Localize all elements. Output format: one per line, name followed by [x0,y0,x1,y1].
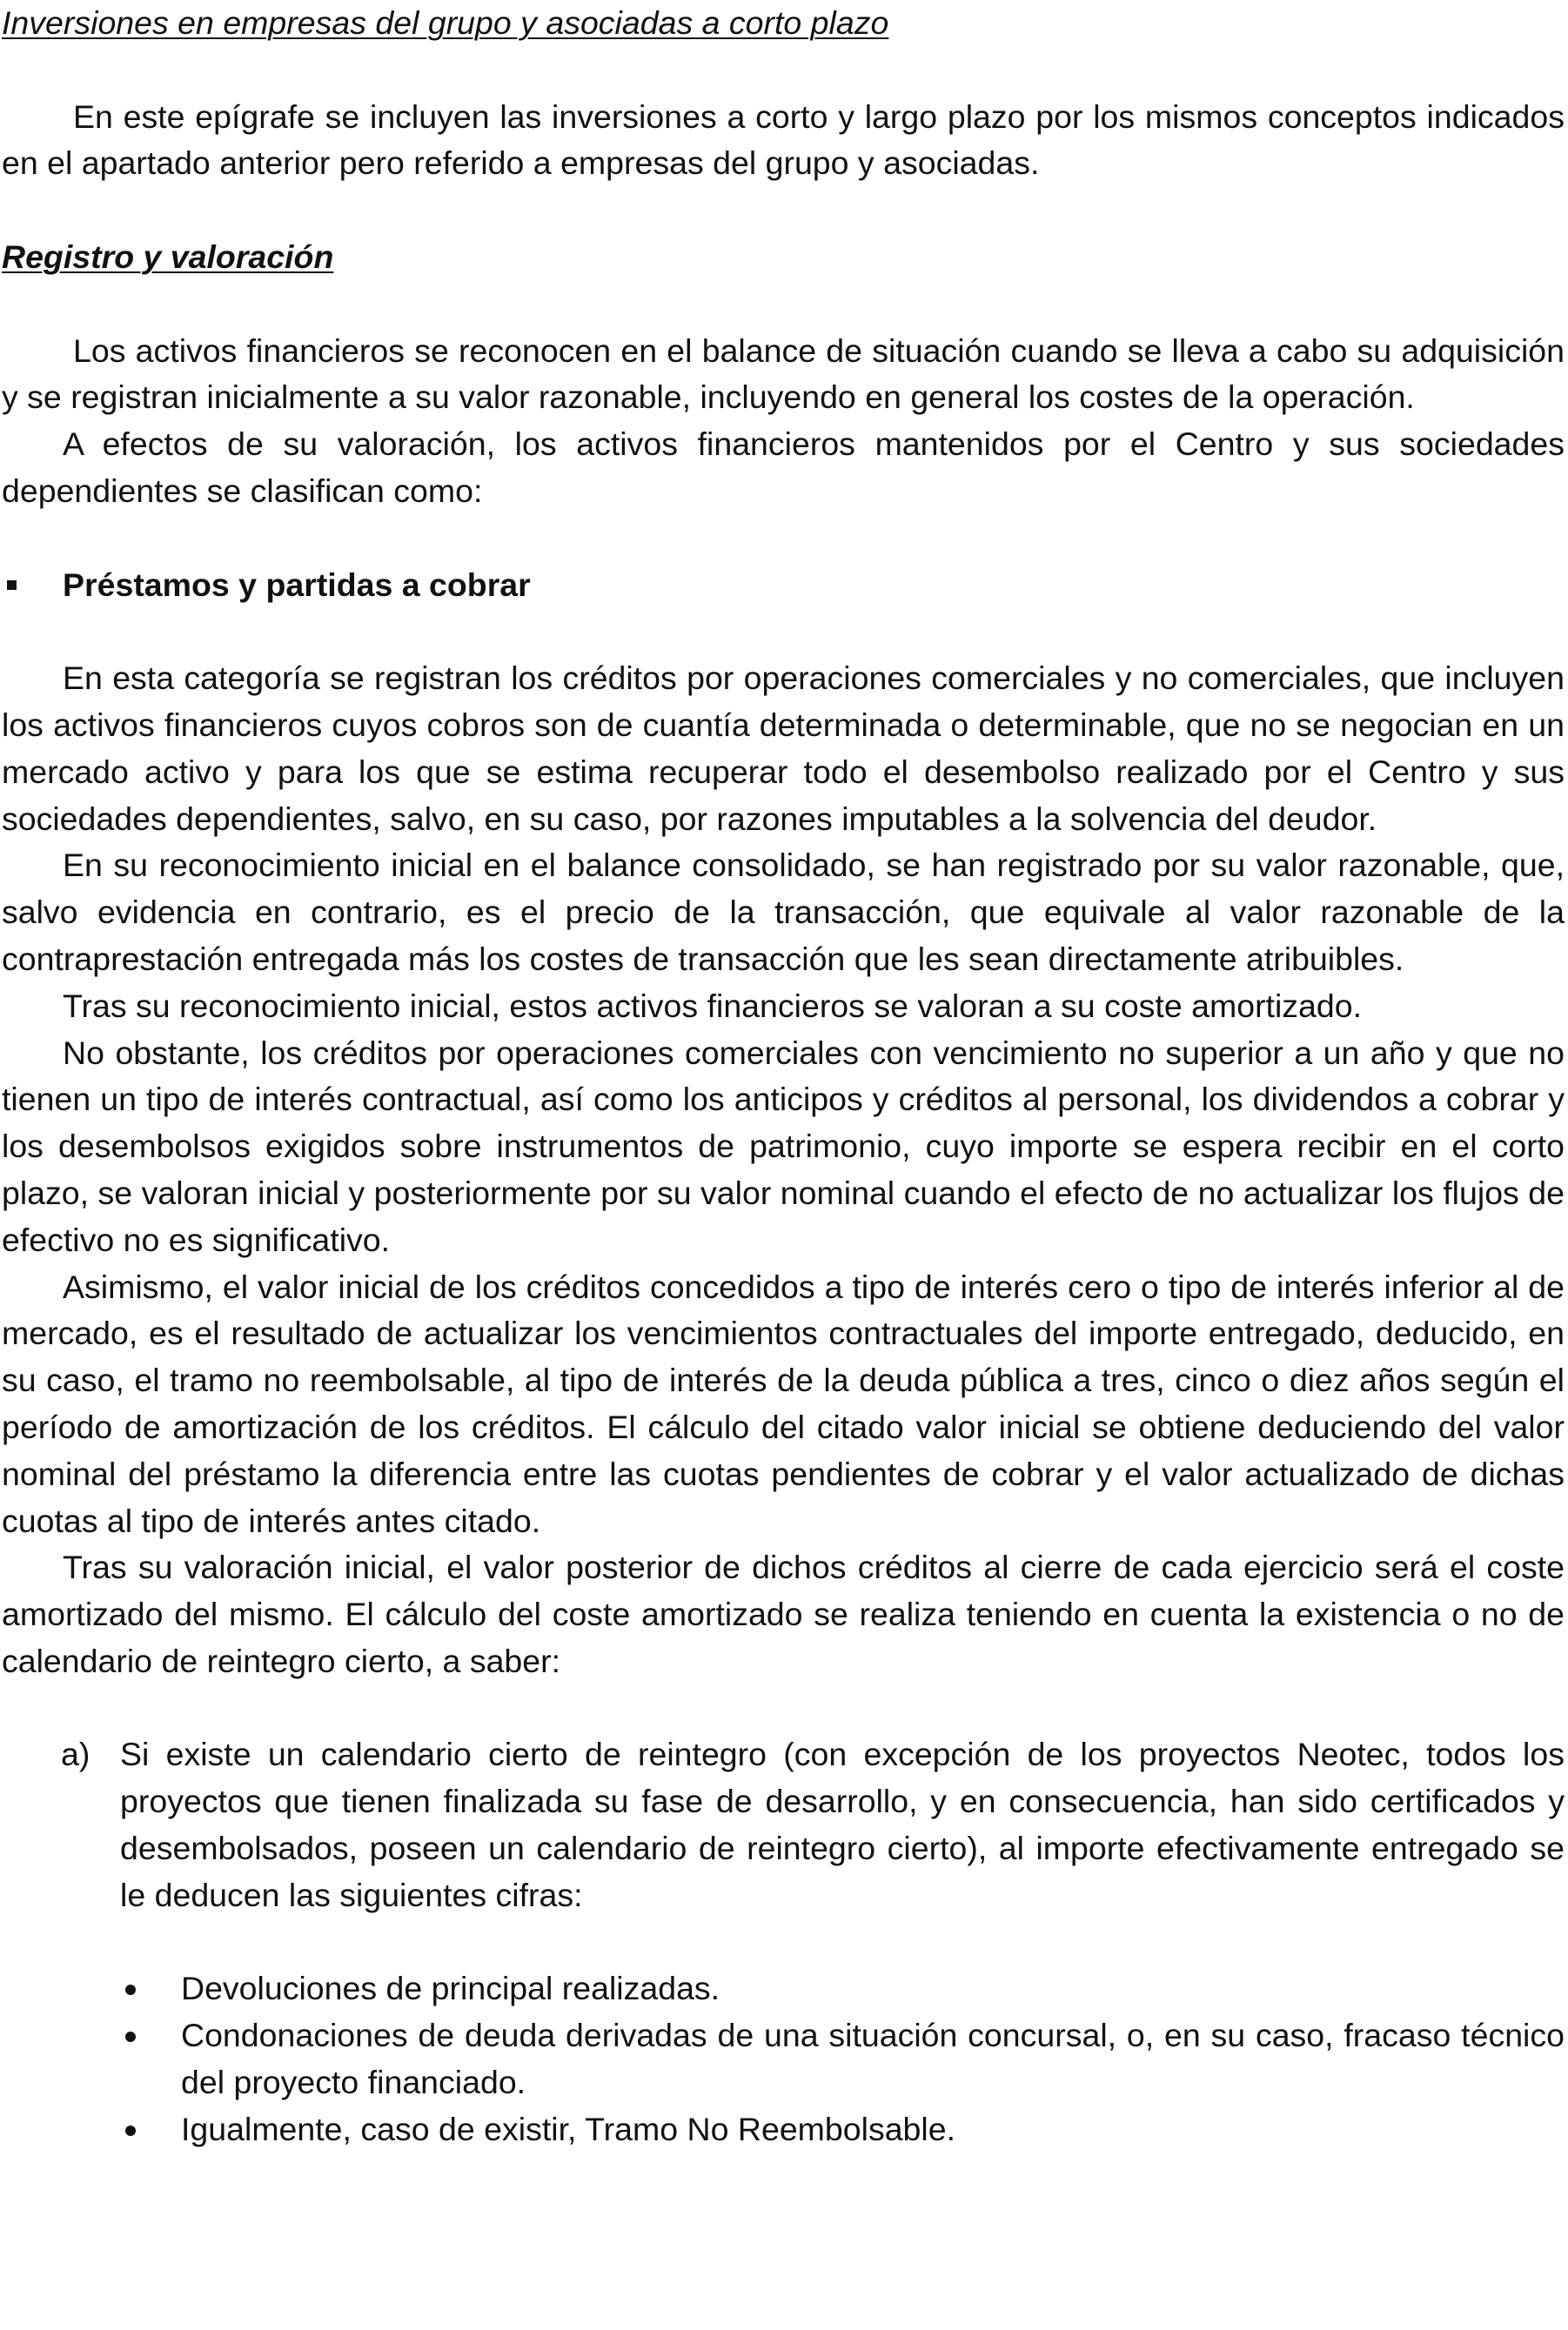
paragraph-no-obstante: No obstante, los créditos por operaciones comerciales con vencimiento no superior a un año y que no tienen un tipo de interés contractual, así como los anticipos y créditos al personal, los dividendos a cobrar y los desembolsos exigidos sobre instrumentos de patrimonio, cuyo importe se espera recibir en el corto plazo, se valoran inicial y posteriormente por su valor nominal cuando el efecto de no actualizar los flujos de efectivo no es significativo. [2,1034,1565,1258]
paragraph-asimismo: Asimismo, el valor inicial de los créditos concedidos a tipo de interés cero o tipo de interés inferior al de mercado, es el resultado de actualizar los vencimientos contractuales del importe entregado, deducido, en su caso, el tramo no reembolsable, al tipo de interés de la deuda pública a tres, cinco o diez años según el período de amortización de los créditos. El cálculo del citado valor inicial se obtiene deduciendo del valor nominal del préstamo la diferencia entre las cuotas pendientes de cobrar y el valor actualizado de dichas cuotas al tipo de interés antes citado. [2,1268,1565,1539]
list-item-text: Condonaciones de deuda derivadas de una situación concursal, o, en su caso, fracaso técnico del proyecto financiado. [181,2017,1565,2101]
bullet-dot-icon [122,2012,181,2106]
list-item-text: Igualmente, caso de existir, Tramo No Reembolsable. [181,2110,956,2147]
list-item-text: Devoluciones de principal realizadas. [181,1970,720,2007]
paragraph-reconocimiento-activos: Los activos financieros se reconocen en el balance de situación cuando se lleva a cabo su adquisición y se registran inicialmente a su valor razonable, incluyendo en general los costes de la operación. [2,331,1565,416]
list-item [181,2012,1565,2106]
alpha-item-text: Si existe un calendario cierto de reintegro (con excepción de los proyectos Neotec, todos los proyectos que tienen finalizada su fase de desarrollo, y en consecuencia, han sido certificados y desembolsados, poseen un calendario de reintegro cierto), al importe efectivamente entregado se le deducen las siguientes cifras: [120,1736,1565,1913]
paragraph-reconocimiento-inicial: En su reconocimiento inicial en el balance consolidado, se han registrado por su valor razonable, que, salvo evidencia en contrario, es el precio de la transacción, que equivale al valor razonable de la contraprestación entregada más los costes de transacción que les sean directamente atribuibles. [2,847,1565,977]
bullet-dot-icon [122,2106,181,2153]
paragraph-categoria: En esta categoría se registran los créditos por operaciones comerciales y no comerciales, que incluyen los activos financieros cuyos cobros son de cuantía determinada o determinable, que no se negocian en un mercado activo y para los que se estima recuperar todo el desembolso realizado por el Centro y sus sociedades dependientes, salvo, en su caso, por razones imputables a la solvencia del deudor. [2,659,1565,837]
paragraph-efectos-valoracion: A efectos de su valoración, los activos financieros mantenidos por el Centro y sus sociedades dependientes se clasifican como: [2,425,1565,509]
section-heading-registro: Registro y valoración [2,238,334,275]
bullet-dot-icon [122,1965,181,2012]
bullet-heading-label: Préstamos y partidas a cobrar [63,566,531,603]
paragraph-epigrafe: En este epígrafe se incluyen las inversiones a corto y largo plazo por los mismos conceptos indicados en el apartado anterior pero referido a empresas del grupo y asociadas. [2,97,1565,182]
list-item [181,2106,1565,2153]
paragraph-valoracion-posterior: Tras su valoración inicial, el valor posterior de dichos créditos al cierre de cada ejercicio será el coste amortizado del mismo. El cálculo del coste amortizado se realiza teniendo en cuenta la existencia o no de calendario de reintegro cierto, a saber: [2,1549,1565,1679]
dot-list [181,1965,1565,2153]
bullet-heading-prestamos [2,562,1565,609]
paragraph-coste-amortizado: Tras su reconocimiento inicial, estos activos financieros se valoran a su coste amortizado. [63,987,1363,1024]
section-heading-inversiones: Inversiones en empresas del grupo y asociadas a corto plazo [2,4,889,41]
square-bullet-icon [7,580,17,590]
alpha-list-item [61,1731,1565,1918]
list-item [181,1965,1565,2012]
alpha-marker: a) [61,1736,90,1773]
